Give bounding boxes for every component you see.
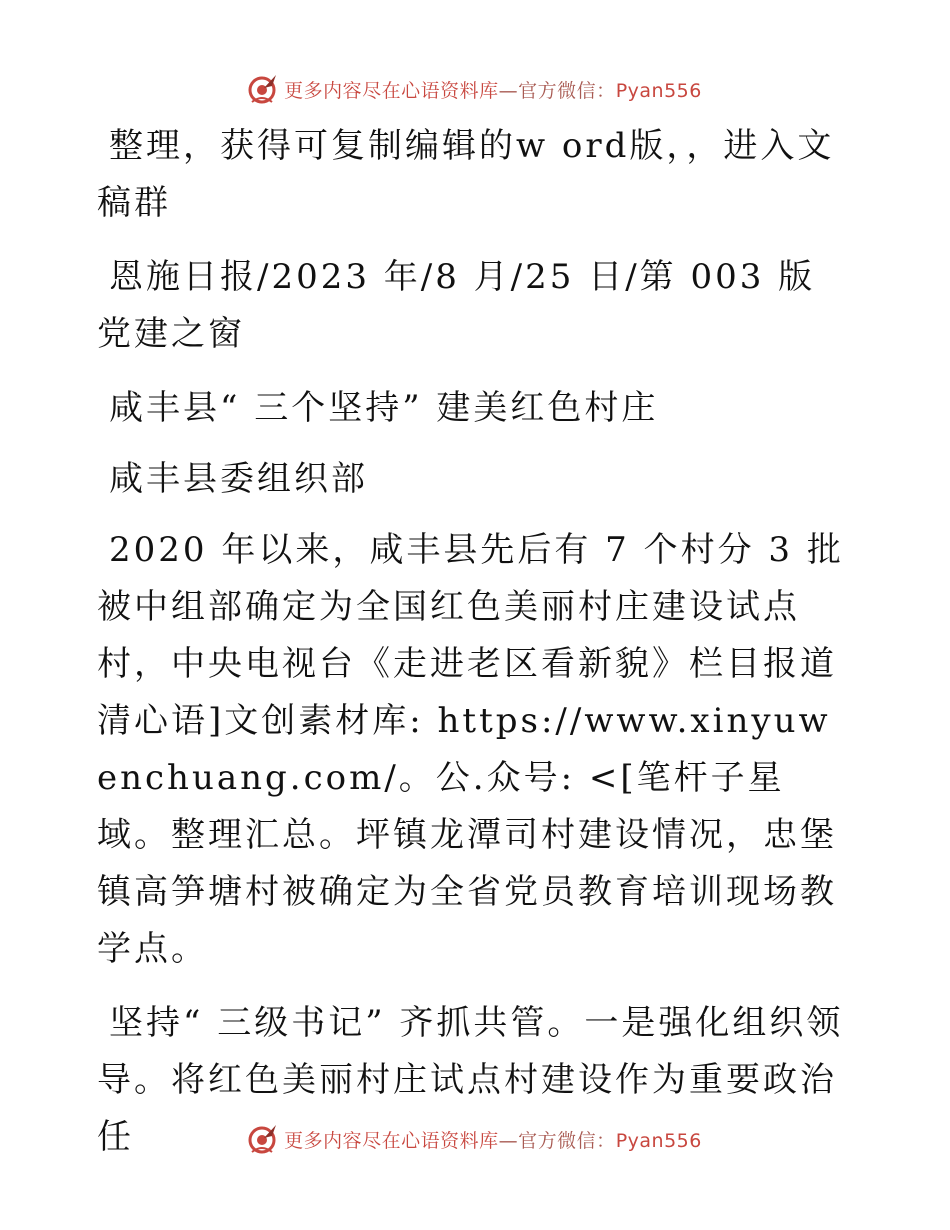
- footer-watermark: [0, 1122, 950, 1156]
- paragraph-body-2: 坚持“ 三级书记” 齐抓共管。一是强化组织领导。将红色美丽村庄试点村建设作为重要政治任: [97, 1003, 844, 1157]
- watermark-main-text: 更多内容尽在心语资料库: [284, 79, 499, 102]
- paragraph-intro: 整理，获得可复制编辑的w ord版，，进入文稿群: [97, 126, 835, 223]
- paragraph-body-1: 2020 年以来，咸丰县先后有 7 个村分 3 批被中组部确定为全国红色美丽村庄建设试点村，中央电视台《走进老区看新貌》栏目报道清心语]文创素材库: https://www.xinyuwenchuang.com/。公.众号: <[笔杆子星域。整理汇总。坪镇龙潭司村建设情况，忠堡镇高笋塘村被确定为全省党员教育培训现场教学点。: [97, 530, 844, 969]
- paragraph-source: 恩施日报/2023 年/8 月/25 日/第 003 版党建之窗: [97, 257, 816, 354]
- document-body: [97, 118, 852, 1183]
- watermark-main-text: 更多内容尽在心语资料库: [284, 1129, 499, 1152]
- article-title: 咸丰县“ 三个坚持” 建美红色村庄: [109, 388, 659, 428]
- watermark-text: [284, 76, 702, 103]
- article-author: 咸丰县委组织部: [109, 459, 368, 499]
- watermark-text: [284, 1126, 702, 1153]
- watermark-wechat-id: Pyan556: [615, 79, 702, 102]
- header-watermark: [0, 72, 950, 106]
- brand-logo-icon: [248, 1122, 278, 1156]
- watermark-wechat-id: Pyan556: [615, 1129, 702, 1152]
- watermark-official-label: 官方微信：: [518, 1129, 616, 1152]
- watermark-official-label: 官方微信：: [518, 79, 616, 102]
- watermark-separator: —: [498, 1129, 519, 1152]
- brand-logo-icon: [248, 72, 278, 106]
- watermark-separator: —: [498, 79, 519, 102]
